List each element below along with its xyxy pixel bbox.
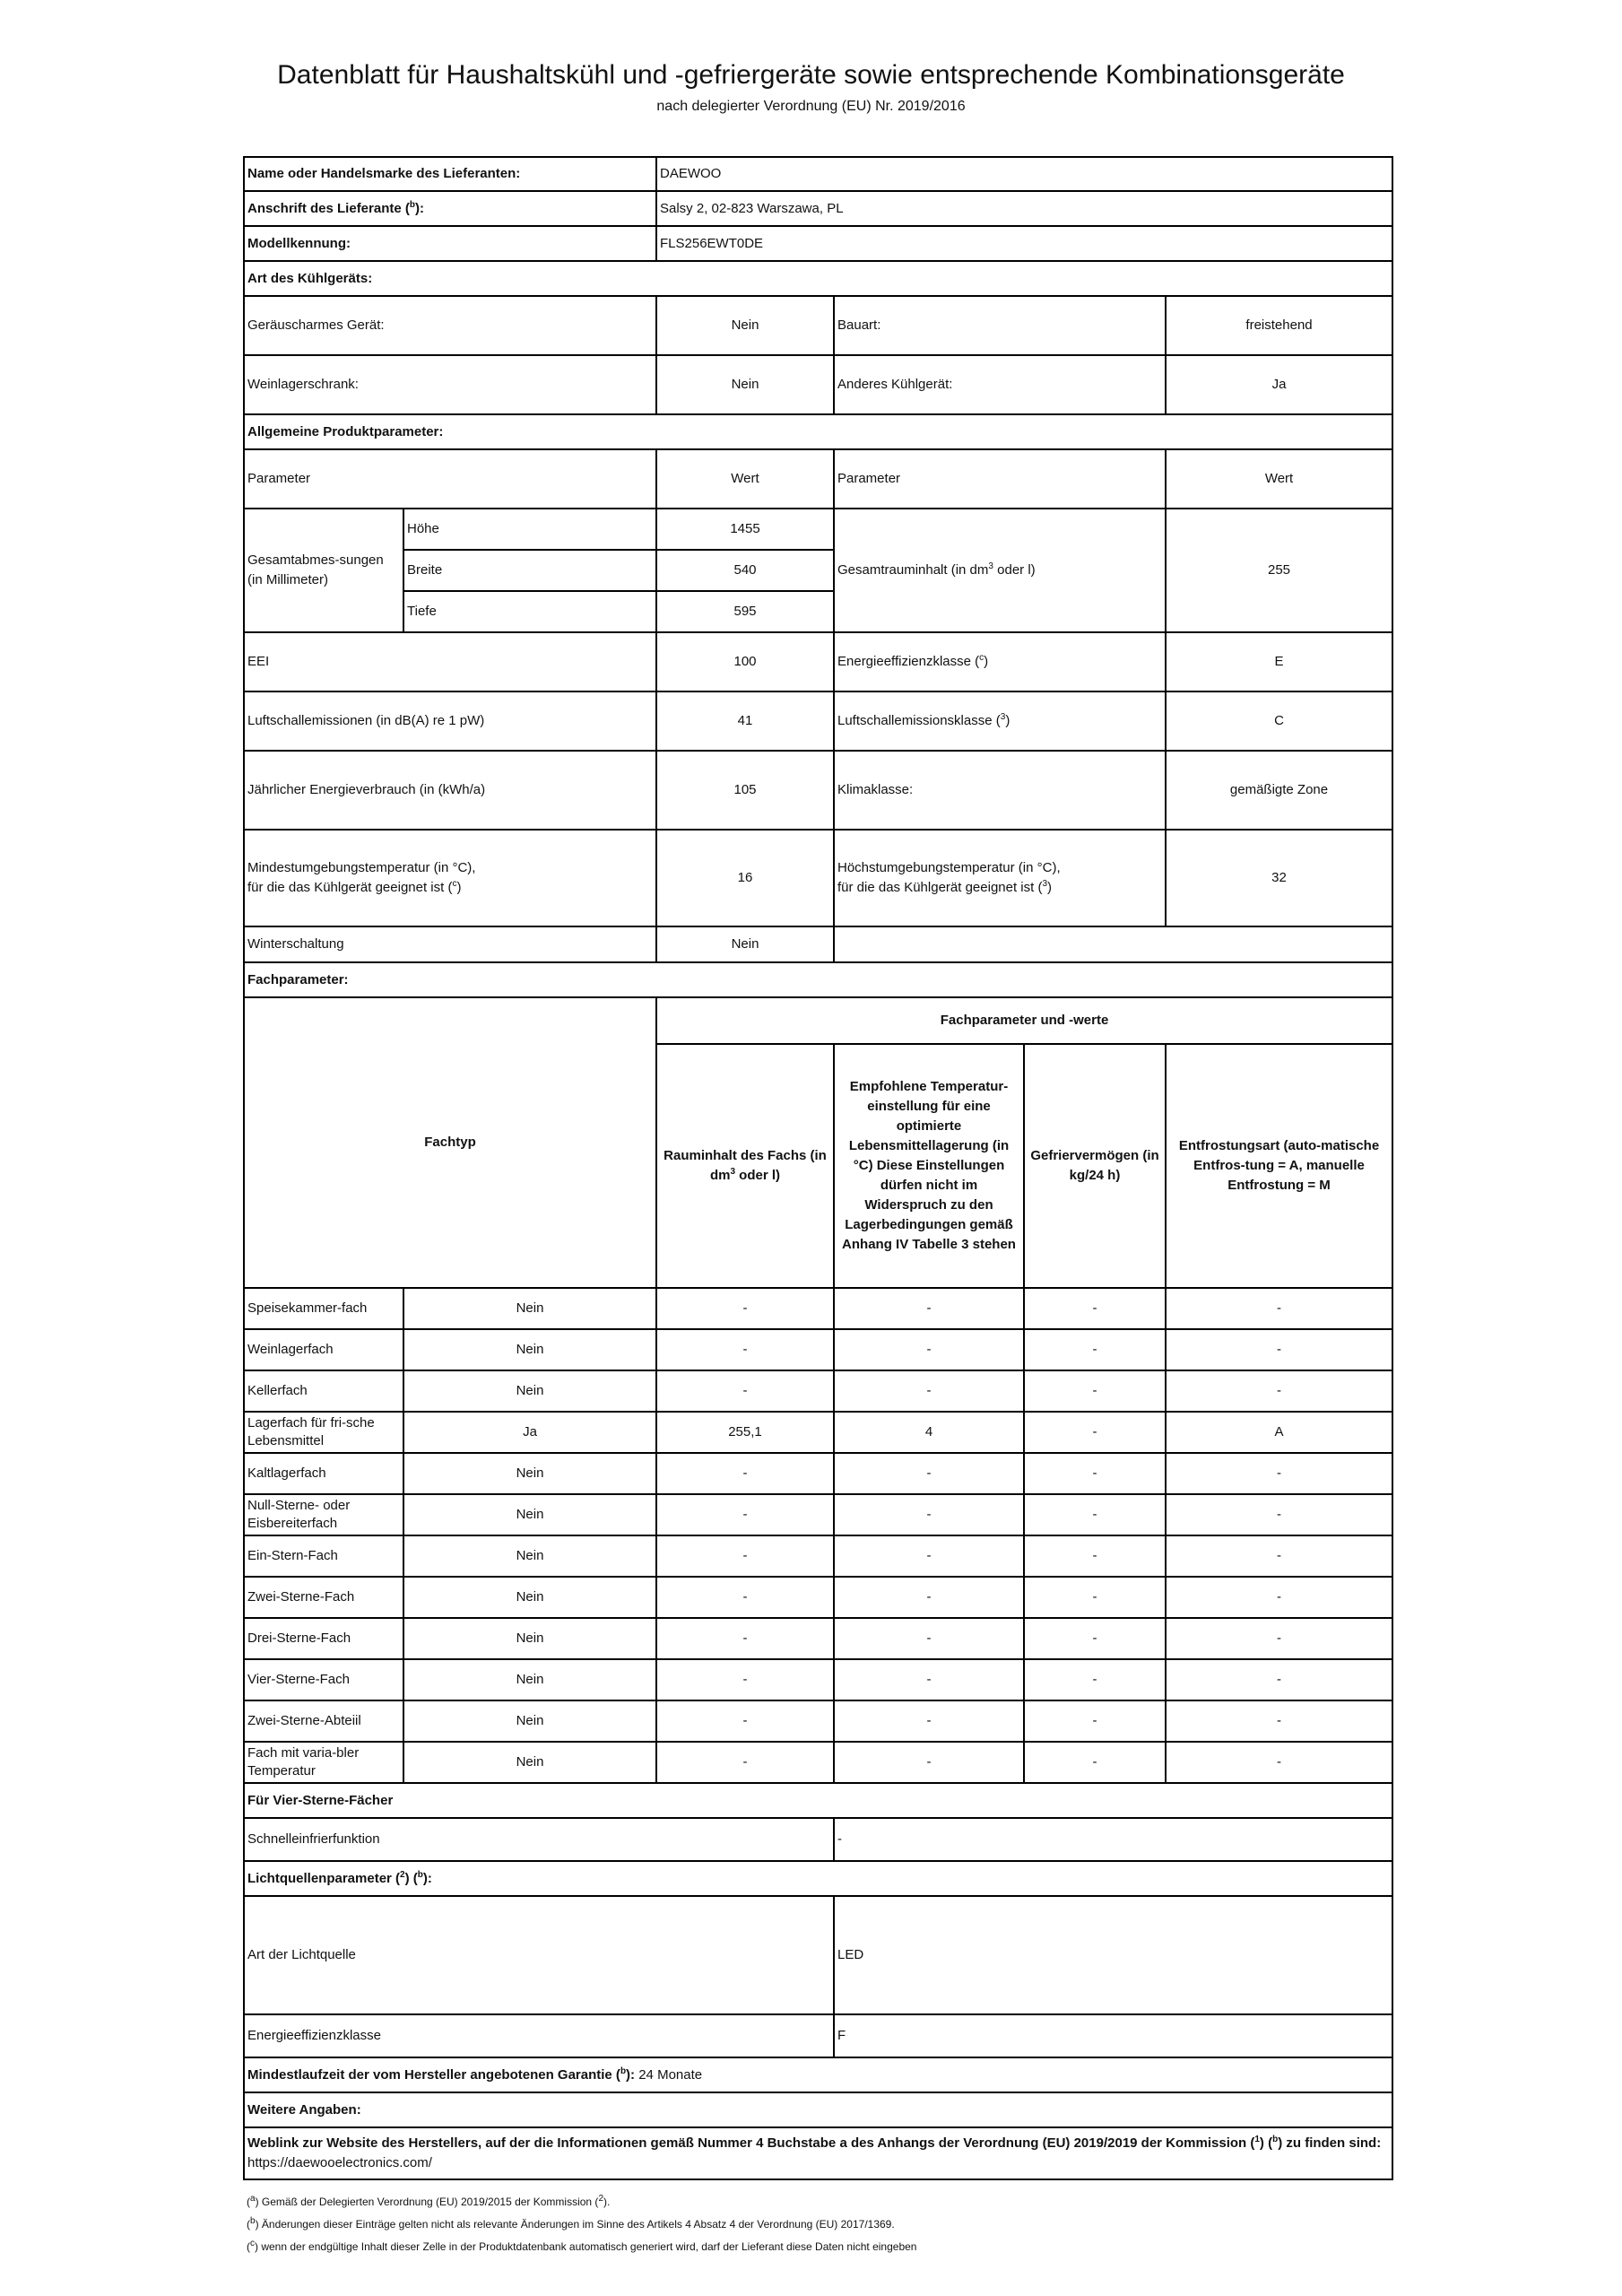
compartment-freeze: - — [1024, 1412, 1166, 1453]
light-type-value: LED — [834, 1896, 1392, 2014]
low-noise-label: Geräuscharmes Gerät: — [244, 296, 656, 355]
compartment-defrost: A — [1166, 1412, 1392, 1453]
compartment-volume: - — [656, 1329, 834, 1370]
compartment-temp: - — [834, 1453, 1024, 1494]
compartment-name: Vier-Sterne-Fach — [244, 1659, 403, 1700]
page-subtitle: nach delegierter Verordnung (EU) Nr. 2019/2016 — [656, 99, 966, 114]
manufacturer-weblink[interactable]: https://daewooelectronics.com/ — [247, 2155, 432, 2170]
compartment-defrost: - — [1166, 1742, 1392, 1783]
compartment-volume: - — [656, 1453, 834, 1494]
compartment-name: Weinlagerfach — [244, 1329, 403, 1370]
compartment-freeze: - — [1024, 1329, 1166, 1370]
climate-class-value: gemäßigte Zone — [1166, 751, 1392, 830]
empty-cell — [834, 926, 1392, 962]
total-volume-value: 255 — [1166, 509, 1392, 632]
compartment-defrost: - — [1166, 1659, 1392, 1700]
height-label: Höhe — [403, 509, 656, 550]
col-freezing-header: Gefriervermögen (in kg/24 h) — [1024, 1044, 1166, 1288]
compartment-row — [244, 1742, 1392, 1783]
further-info-label: Weitere Angaben: — [244, 2092, 1392, 2127]
compartment-row — [244, 1577, 1392, 1618]
compartment-row — [244, 1494, 1392, 1535]
compartment-temp: - — [834, 1700, 1024, 1742]
supplier-name-label: Name oder Handelsmarke des Lieferanten: — [244, 157, 656, 191]
compartment-defrost: - — [1166, 1700, 1392, 1742]
compartment-temp: - — [834, 1577, 1024, 1618]
compartment-present: Nein — [403, 1370, 656, 1412]
compartment-row — [244, 1700, 1392, 1742]
compartment-present: Nein — [403, 1742, 656, 1783]
noise-class-label: Luftschallemissionsklasse ($^3$) — [834, 691, 1166, 751]
annual-energy-value: 105 — [656, 751, 834, 830]
wine-cabinet-value: Nein — [656, 355, 834, 414]
other-appliance-value: Ja — [1166, 355, 1392, 414]
compartment-freeze: - — [1024, 1370, 1166, 1412]
compartment-name: Null-Sterne- oder Eisbereiterfach — [244, 1494, 403, 1535]
total-volume-label: Gesamtrauminhalt (in $dm^3$ oder l) — [834, 509, 1166, 632]
warranty-row: Mindestlaufzeit der vom Hersteller angebotenen Garantie ($^b$): 24 Monate — [244, 2057, 1392, 2092]
compartment-volume: - — [656, 1288, 834, 1329]
compartment-temp: - — [834, 1742, 1024, 1783]
light-energy-class-label: Energieeffizienzklasse — [244, 2014, 834, 2057]
compartment-defrost: - — [1166, 1329, 1392, 1370]
compartment-present: Nein — [403, 1618, 656, 1659]
light-type-label: Art der Lichtquelle — [244, 1896, 834, 2014]
compartment-volume: - — [656, 1370, 834, 1412]
annual-energy-label: Jährlicher Energieverbrauch (in (kWh/a) — [244, 751, 656, 830]
fast-freeze-label: Schnelleinfrierfunktion — [244, 1818, 834, 1861]
compartment-temp: - — [834, 1494, 1024, 1535]
compartment-name: Fach mit varia-bler Temperatur — [244, 1742, 403, 1783]
compartment-temp: - — [834, 1535, 1024, 1577]
design-label: Bauart: — [834, 296, 1166, 355]
compartment-name: Kaltlagerfach — [244, 1453, 403, 1494]
depth-label: Tiefe — [403, 591, 656, 632]
winter-switch-label: Winterschaltung — [244, 926, 656, 962]
compartment-name: Kellerfach — [244, 1370, 403, 1412]
compartment-name: Ein-Stern-Fach — [244, 1535, 403, 1577]
section-light-source: Lichtquellenparameter ($^2$) ($^b$): — [244, 1861, 1392, 1896]
col-temperature-header: Empfohlene Temperatur-einstellung für eine optimierte Lebensmittellagerung (in °C) Diese Einstellungen dürfen nicht im Widerspruch zu den Lagerbedingungen gemäß Anhang IV Tabelle 3 stehen — [834, 1044, 1024, 1288]
supplier-address-label: Anschrift des Lieferante ($^b$): — [244, 191, 656, 226]
compartment-row — [244, 1618, 1392, 1659]
compartment-values-header: Fachparameter und -werte — [656, 997, 1392, 1044]
datasheet-table — [243, 156, 1393, 2180]
compartment-name: Drei-Sterne-Fach — [244, 1618, 403, 1659]
compartment-volume: - — [656, 1577, 834, 1618]
compartment-temp: 4 — [834, 1412, 1024, 1453]
section-appliance-type: Art des Kühlgeräts: — [244, 261, 1392, 296]
energy-class-value: E — [1166, 632, 1392, 691]
compartment-defrost: - — [1166, 1453, 1392, 1494]
compartment-present: Nein — [403, 1659, 656, 1700]
compartment-volume: 255,1 — [656, 1412, 834, 1453]
width-label: Breite — [403, 550, 656, 591]
compartment-present: Ja — [403, 1412, 656, 1453]
col-defrost-header: Entfrostungsart (auto-matische Entfros-tung = A, manuelle Entfrostung = M — [1166, 1044, 1392, 1288]
climate-class-label: Klimaklasse: — [834, 751, 1166, 830]
value-header-left: Wert — [656, 449, 834, 509]
supplier-address-value: Salsy 2, 02-823 Warszawa, PL — [656, 191, 1392, 226]
energy-class-label: Energieeffizienzklasse ($^c$) — [834, 632, 1166, 691]
noise-class-value: C — [1166, 691, 1392, 751]
compartment-volume: - — [656, 1535, 834, 1577]
compartment-volume: - — [656, 1742, 834, 1783]
compartment-temp: - — [834, 1618, 1024, 1659]
noise-emission-value: 41 — [656, 691, 834, 751]
col-volume-header: Rauminhalt des Fachs (in $dm^3$ oder l) — [656, 1044, 834, 1288]
compartment-type-header: Fachtyp — [244, 997, 656, 1288]
compartment-freeze: - — [1024, 1288, 1166, 1329]
model-label: Modellkennung: — [244, 226, 656, 261]
max-temp-label: Höchstumgebungstemperatur (in °C), für die das Kühlgerät geeignet ist ($^3$) — [834, 830, 1166, 926]
compartment-row — [244, 1453, 1392, 1494]
compartment-freeze: - — [1024, 1577, 1166, 1618]
compartment-defrost: - — [1166, 1288, 1392, 1329]
compartment-volume: - — [656, 1618, 834, 1659]
wine-cabinet-label: Weinlagerschrank: — [244, 355, 656, 414]
compartment-defrost: - — [1166, 1494, 1392, 1535]
footnote-c: ($^c$) wenn der endgültige Inhalt dieser Zelle in der Produktdatenbank automatisch generiert wird, darf der Lieferant diese Daten nicht eingeben — [247, 2239, 917, 2253]
design-value: freistehend — [1166, 296, 1392, 355]
compartment-name: Lagerfach für fri-sche Lebensmittel — [244, 1412, 403, 1453]
compartment-defrost: - — [1166, 1577, 1392, 1618]
low-noise-value: Nein — [656, 296, 834, 355]
min-temp-label: Mindestumgebungstemperatur (in °C), für die das Kühlgerät geeignet ist ($^c$) — [244, 830, 656, 926]
compartment-temp: - — [834, 1329, 1024, 1370]
warranty-value: 24 Monate — [638, 2066, 703, 2083]
compartment-defrost: - — [1166, 1535, 1392, 1577]
eei-label: EEI — [244, 632, 656, 691]
compartment-row — [244, 1412, 1392, 1453]
compartment-row — [244, 1659, 1392, 1700]
supplier-name-value: DAEWOO — [656, 157, 1392, 191]
section-compartment-parameters: Fachparameter: — [244, 962, 1392, 997]
footnote-a: ($^a$) Gemäß der Delegierten Verordnung (EU) 2019/2015 der Kommission ($^2$). — [247, 2194, 611, 2208]
max-temp-value: 32 — [1166, 830, 1392, 926]
weblink-row: Weblink zur Website des Herstellers, auf der die Informationen gemäß Nummer 4 Buchstabe a des Anhangs der Verordnung (EU) 2019/2019 der Kommission ($^1$) ($^b$) zu finden sind: https://daewooelectronics.com/ — [244, 2127, 1392, 2179]
compartment-freeze: - — [1024, 1453, 1166, 1494]
model-value: FLS256EWT0DE — [656, 226, 1392, 261]
min-temp-value: 16 — [656, 830, 834, 926]
compartment-rows — [244, 1288, 1392, 1783]
compartment-name: Speisekammer-fach — [244, 1288, 403, 1329]
compartment-row — [244, 1535, 1392, 1577]
param-header-right: Parameter — [834, 449, 1166, 509]
width-value: 540 — [656, 550, 834, 591]
depth-value: 595 — [656, 591, 834, 632]
compartment-row — [244, 1370, 1392, 1412]
compartment-temp: - — [834, 1659, 1024, 1700]
compartment-present: Nein — [403, 1535, 656, 1577]
compartment-present: Nein — [403, 1329, 656, 1370]
param-header-left: Parameter — [244, 449, 656, 509]
compartment-present: Nein — [403, 1453, 656, 1494]
compartment-present: Nein — [403, 1577, 656, 1618]
page-title: Datenblatt für Haushaltskühl und -gefriergeräte sowie entsprechende Kombinationsgeräte — [277, 60, 1345, 90]
compartment-freeze: - — [1024, 1659, 1166, 1700]
compartment-row — [244, 1288, 1392, 1329]
compartment-freeze: - — [1024, 1494, 1166, 1535]
section-four-star: Für Vier-Sterne-Fächer — [244, 1783, 1392, 1818]
compartment-freeze: - — [1024, 1700, 1166, 1742]
winter-switch-value: Nein — [656, 926, 834, 962]
compartment-present: Nein — [403, 1494, 656, 1535]
other-appliance-label: Anderes Kühlgerät: — [834, 355, 1166, 414]
compartment-defrost: - — [1166, 1618, 1392, 1659]
value-header-right: Wert — [1166, 449, 1392, 509]
light-energy-class-value: F — [834, 2014, 1392, 2057]
compartment-freeze: - — [1024, 1742, 1166, 1783]
compartment-present: Nein — [403, 1700, 656, 1742]
compartment-freeze: - — [1024, 1618, 1166, 1659]
eei-value: 100 — [656, 632, 834, 691]
compartment-row — [244, 1329, 1392, 1370]
compartment-name: Zwei-Sterne-Abteiil — [244, 1700, 403, 1742]
compartment-defrost: - — [1166, 1370, 1392, 1412]
compartment-volume: - — [656, 1494, 834, 1535]
compartment-present: Nein — [403, 1288, 656, 1329]
height-value: 1455 — [656, 509, 834, 550]
dimensions-label: Gesamtabmes-sungen (in Millimeter) — [244, 509, 403, 632]
compartment-name: Zwei-Sterne-Fach — [244, 1577, 403, 1618]
compartment-freeze: - — [1024, 1535, 1166, 1577]
compartment-temp: - — [834, 1370, 1024, 1412]
compartment-volume: - — [656, 1700, 834, 1742]
fast-freeze-value: - — [834, 1818, 1392, 1861]
compartment-temp: - — [834, 1288, 1024, 1329]
noise-emission-label: Luftschallemissionen (in dB(A) re 1 pW) — [244, 691, 656, 751]
compartment-volume: - — [656, 1659, 834, 1700]
footnote-b: ($^b$) Änderungen dieser Einträge gelten nicht als relevante Änderungen im Sinne des Artikels 4 Absatz 4 der Verordnung (EU) 2017/1369. — [247, 2216, 895, 2231]
section-general-parameters: Allgemeine Produktparameter: — [244, 414, 1392, 449]
